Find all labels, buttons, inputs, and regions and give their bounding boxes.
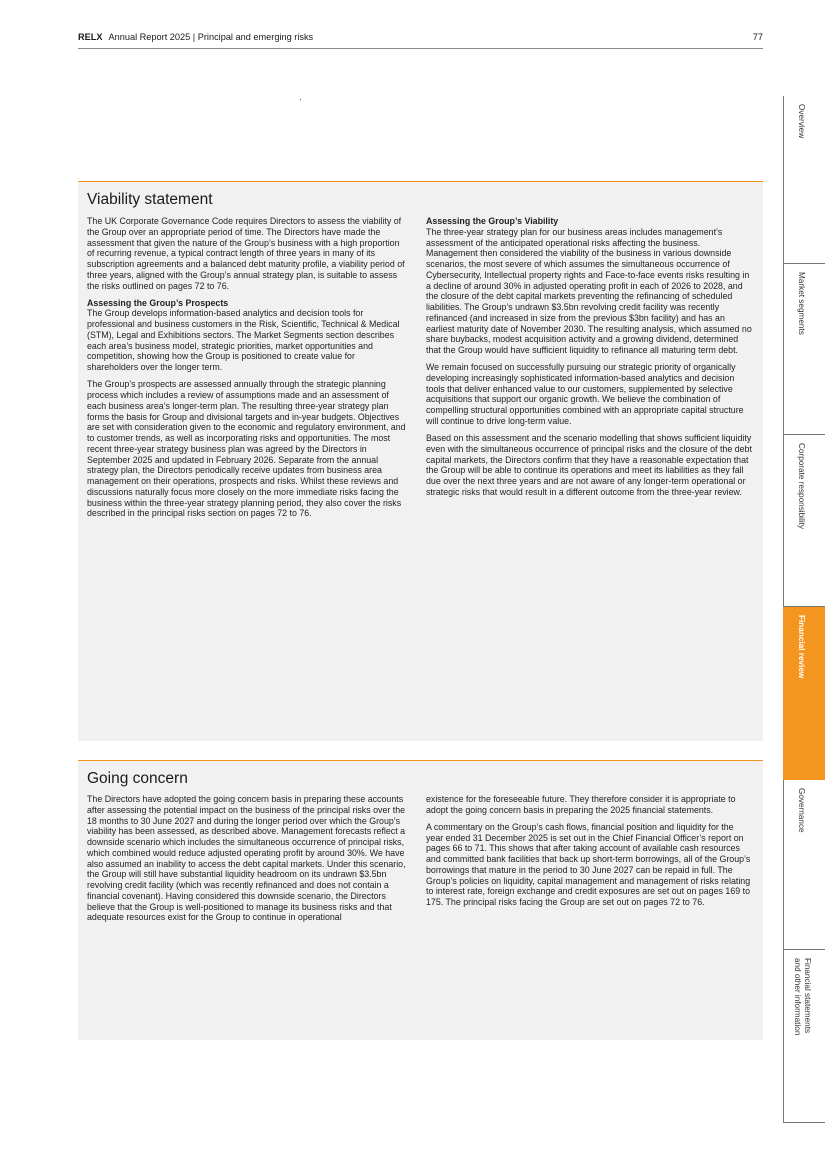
prospects-assessment: The Group’s prospects are assessed annually through the strategic planning process which includes a review of assumptions made and an assessment of each business area’s longer-term plan. The resulting three-year strategy plan forms the basis for Group and divisional targets and in-year budgets. Objectives are set with consideration given to the economic and regulatory environment, and to customer trends, as well as incorporating risks and opportunities. The most recent three-year strategy business plan was agreed by the Directors in September 2025 and updated in February 2026. Separate from the annual strategy plan, the Directors periodically receive updates from business area management on their operations, prospects and risks. Whilst these reviews and discussions naturally focus more closely on the more immediate risks facing the business within the three-year strategy planning period, they also cover the risks described in the principal risks section on pages 72 to 76.	[87, 379, 406, 519]
tab-overview-label: Overview	[797, 104, 806, 139]
going-concern-text-3: A commentary on the Group’s cash flows, financial position and liquidity for the year ended 31 December 2025 is set out in the Chief Financial Officer’s report on pages 66 to 71. This shows that after taking account of available cash resources and committed bank facilities that back up short-term borrowings, all of the Group’s borrowings that mature in the period to 30 June 2027 can be repaid in full. The Group’s policies on liquidity, capital management and management of risks relating to interest rate, foreign exchange and credit exposures are set out on pages 169 to 175. The principal risks facing the Group are set out on pages 72 to 76.	[426, 821, 751, 908]
viability-right-column	[426, 216, 752, 504]
tab-financial-review[interactable]	[783, 607, 825, 780]
prospects-section	[87, 298, 407, 373]
going-concern-panel	[78, 760, 763, 1040]
tab-corporate-responsibility[interactable]	[783, 435, 825, 607]
tab-financial-review-label: Financial review	[797, 615, 806, 679]
tab-financial-statements[interactable]	[783, 950, 825, 1123]
viability-section	[426, 216, 752, 356]
prospects-subheading: Assessing the Group’s Prospects	[87, 297, 229, 308]
viability-statement-panel	[78, 181, 763, 741]
going-concern-text-1: The Directors have adopted the going concern basis in preparing these accounts after assessing the potential impact on the business of the principal risks over the 18 months to 30 June 2027 and during the longer period over which the Group’s viability has been assessed, as described above. Management forecasts reflect a downside scenario which includes the simultaneous occurrence of principal risks, which combined would reduce adjusted operating profit by around 30%. We have also assumed an inability to access the debt capital markets. Under this scenario, the Group will still have substantial liquidity headroom on its undrawn $3.5bn revolving credit facility (which was recently refinanced and does not contain a financial covenant). Having considered this downside scenario, the Directors believe that the Group is well-positioned to manage its business risks and that adequate resources exist for the Group to continue in operational	[87, 794, 406, 923]
going-concern-text-2: existence for the foreseeable future. They therefore consider it is appropriate to adopt the going concern basis in preparing the 2025 financial statements.	[426, 794, 736, 815]
going-concern-left-column	[87, 794, 407, 929]
tab-market-segments[interactable]	[783, 264, 825, 435]
tab-governance-label: Governance	[797, 788, 806, 833]
tab-corporate-responsibility-label: Corporate responsibility	[797, 443, 806, 530]
tab-overview[interactable]	[783, 96, 825, 264]
prospects-text: The Group develops information-based analytics and decision tools for professional and business customers in the Risk, Scientific, Technical & Medical (STM), Legal and Exhibitions sectors. The Market Segments section describes each area’s business model, strategic priorities, market opportunities and competition, showing how the Group is positioned to create value for shareholders over the longer term.	[87, 308, 400, 373]
tab-market-segments-label: Market segments	[797, 272, 806, 335]
header-title: Annual Report 2025 | Principal and emerging risks	[108, 32, 314, 42]
going-concern-right-column	[426, 794, 752, 914]
viability-left-column	[87, 216, 407, 525]
stray-dot	[300, 99, 301, 100]
viability-scenario-text: The three-year strategy plan for our business areas includes management’s assessment of the anticipated operational risks affecting the business. Management then considered the viability of the business in various downside scenarios, the most severe of which assumes the simultaneous occurrence of Cybersecurity, Intellectual property rights and Face-to-face events risks resulting in a decline of around 30% in adjusted operating profit in each of 2026 to 2028, and the closure of the debt capital markets preventing the refinancing of scheduled liabilities. The Group’s undrawn $3.5bn revolving credit facility was recently refinanced (and increased in size from the previous $3bn facility) and has an earliest maturity date of November 2030. The resulting analysis, which assumed no share buybacks, modest acquisition activity and a growing dividend, determined that the Group would have sufficient liquidity to refinance all maturing term debt.	[426, 226, 752, 355]
page-header	[78, 32, 763, 49]
going-concern-heading: Going concern	[87, 770, 188, 787]
viability-heading: Viability statement	[87, 191, 213, 208]
viability-subheading: Assessing the Group’s Viability	[426, 216, 559, 226]
tab-financial-statements-label	[792, 958, 812, 1035]
tab-financial-statements-line1: Financial statements	[803, 958, 812, 1034]
tab-financial-statements-line2: and other information	[793, 958, 802, 1036]
page-number: 77	[752, 32, 763, 42]
viability-intro: The UK Corporate Governance Code requires Directors to assess the viability of the Group over an appropriate period of time. The Directors have made the assessment that given the nature of the Group’s business with a high proportion of recurring revenue, a typical contract length of three years in many of its subscription agreements and a balanced debt maturity profile, a viability period of three years, aligned with the Group’s annual strategy plan, is suitable to assess the risks outlined on pages 72 to 76.	[87, 216, 405, 291]
strategy-focus-text: We remain focused on successfully pursuing our strategic priority of organically developing increasingly sophisticated information-based analytics and decision tools that deliver enhanced value to our customers, supplemented by selective acquisitions that support our organic growth. We believe the combination of compelling structural opportunities combined with an appropriate capital structure will continue to drive long-term value.	[426, 362, 744, 426]
brand-name: RELX	[78, 32, 103, 42]
tab-governance[interactable]	[783, 780, 825, 950]
viability-conclusion: Based on this assessment and the scenario modelling that shows sufficient liquidity even with the simultaneous occurrence of principal risks and the closure of the debt capital markets, the Directors confirm that they have a reasonable expectation that the Group will be able to continue its operations and meet its liabilities as they fall due over the next three years and are not aware of any longer-term operational or strategic risks that would result in a different outcome from the three-year review.	[426, 433, 752, 497]
